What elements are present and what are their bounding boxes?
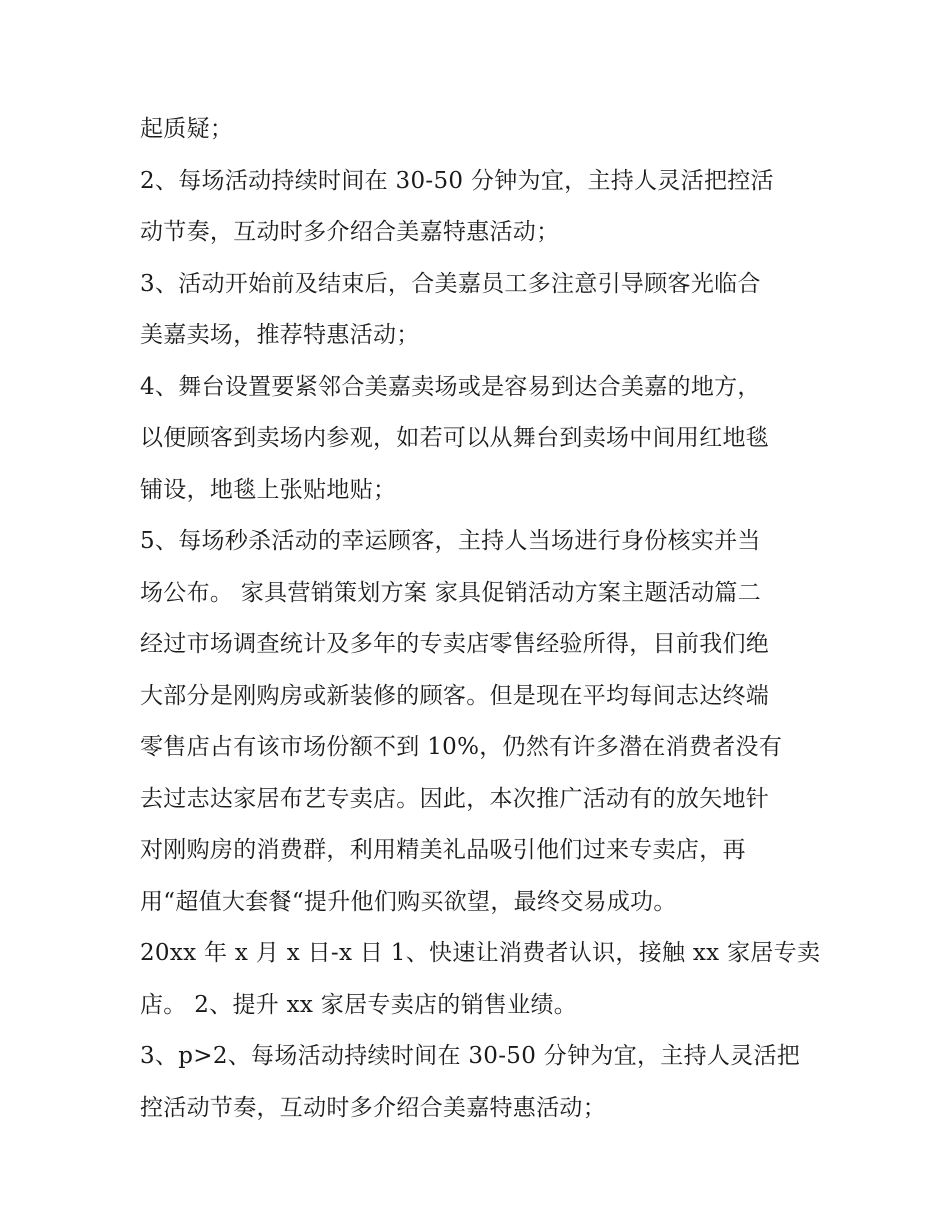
text-line: 以便顾客到卖场内参观，如若可以从舞台到卖场中间用红地毯 bbox=[140, 425, 770, 451]
text-line: 4、舞台设置要紧邻合美嘉卖场或是容易到达合美嘉的地方， bbox=[140, 373, 761, 400]
text-line: 控活动节奏，互动时多介绍合美嘉特惠活动； bbox=[140, 1094, 606, 1121]
text-line: 动节奏，互动时多介绍合美嘉特惠活动； bbox=[140, 219, 560, 245]
text-line: 对刚购房的消费群，利用精美礼品吸引他们过来专卖店，再 bbox=[140, 837, 746, 863]
text-line: 美嘉卖场，推荐特惠活动； bbox=[140, 322, 420, 348]
text-line: 3、活动开始前及结束后，合美嘉员工多注意引导顾客光临合 bbox=[140, 270, 761, 297]
text-line: 5、每场秒杀活动的幸运顾客，主持人当场进行身份核实并当 bbox=[140, 528, 761, 554]
text-line: 用“超值大套餐“提升他们购买欲望，最终交易成功。 bbox=[140, 888, 677, 915]
text-line: 20xx 年 x 月 x 日-x 日 1、快速让消费者认识，接触 xx 家居专卖 bbox=[140, 940, 821, 966]
text-line: 起质疑； bbox=[140, 116, 234, 142]
text-line: 2、每场活动持续时间在 30-50 分钟为宜，主持人灵活把控活 bbox=[140, 167, 774, 194]
text-line: 3、p>2、每场活动持续时间在 30-50 分钟为宜，主持人灵活把 bbox=[140, 1043, 801, 1069]
text-line: 铺设，地毯上张贴地贴； bbox=[140, 476, 397, 503]
text-line: 大部分是刚购房或新装修的顾客。但是现在平均每间志达终端 bbox=[140, 682, 770, 709]
text-line: 经过市场调查统计及多年的专卖店零售经验所得，目前我们绝 bbox=[140, 631, 770, 657]
text-line: 零售店占有该市场份额不到 10%，仍然有许多潜在消费者没有 bbox=[140, 734, 783, 760]
document-body bbox=[140, 104, 830, 1134]
text-line: 场公布。 家具营销策划方案 家具促销活动方案主题活动篇二 bbox=[140, 579, 762, 606]
text-line: 店。 2、提升 xx 家居专卖店的销售业绩。 bbox=[140, 991, 578, 1018]
text-line: 去过志达家居布艺专卖店。因此，本次推广活动有的放矢地针 bbox=[140, 785, 770, 812]
